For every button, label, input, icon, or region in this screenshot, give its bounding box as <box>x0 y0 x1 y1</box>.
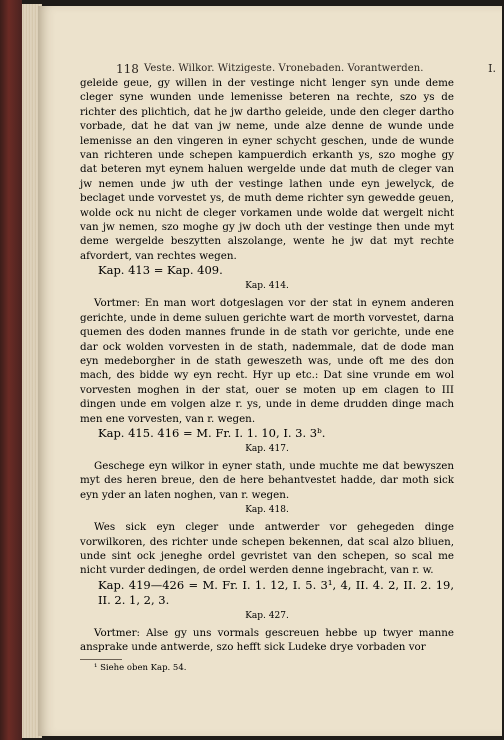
paragraph-continued: geleide geue, gy willen in der vestinge nicht lenger syn unde deme cleger syne wunden unde lemenisse beteren na rechte, szo ys de richter des plichtich, dat he jw dartho geleide, unde den cleger dartho vorbade, dat he dat van jw neme, unde alze denne de wunde unde lemenisse an den vingeren in eyner schycht geschen, unde de wunde van richteren unde schepen kampuerdich erkanth ys, szo moghe gy dat beteren myt eynem haluen wergelde unde dat muth de cleger van jw nemen unde jw uth der vestinge lathen unde eyn jewelyck, de beclaget unde vorvestet ys, de muth deme richter syn gewedde geuen, wolde ock nu nicht de cleger vorkamen unde wolde dat wergelt nicht van jw nemen, szo moghe gy jw doch uth der vestinge then unde myt deme wergelde beszytten alszolange, wente he jw dat myt rechte afvordert, van rechtes wegen. <box>80 77 454 262</box>
page-number: 118 <box>116 62 139 76</box>
chapter-heading-417: Kap. 417. <box>245 443 289 454</box>
paragraph-kap-418: Wes sick eyn cleger unde antwerder vor gehegeden dinge vorwilkoren, des richter unde schepen bekennen, dat scal alzo bliuen, unde sint ock jeneghe ordel gevristet van den schepen, so scal me nicht vurder dedingen, de ordel werden denne ingebracht, van r. w. <box>80 521 454 577</box>
chapter-heading-418: Kap. 418. <box>245 505 289 516</box>
paragraph-kap-417: Geschege eyn wilkor in eyner stath, unde muchte me dat bewyszen myt des heren breue, den de here behantvestet hadde, dar moth sick eyn yder an laten noghen, van r. wegen. <box>80 459 454 501</box>
book-cover-edge <box>0 0 22 740</box>
paragraph-kap-414: Vortmer: En man wort dotgeslagen vor der stat in eynem anderen gerichte, unde in deme suluen gerichte wart de morth vorvestet, darna quemen des doden mannes frunde in de stath vor gerichte, unde ene dar ock wolden vorvesten in de stath, nademmale, dat de dode man eyn medeborgher in de stath geweszeth was, unde oft me des don mach, des bidde wy eyn recht. Hyr up etc.: Dat sine vrunde em wol vorvesten moghen in der stat, ouer se moten up em clagen to III dingen unde em volgen alze r. ys, unde in deme drudden dinge mach men ene vorvesten, van r. wegen. <box>80 297 454 425</box>
cross-reference: Kap. 419—426 = M. Fr. I. 1. 12, I. 5. 3¹, 4, II. 4. 2, II. 2. 19, II. 2. 1, 2, 3. <box>98 577 454 607</box>
cross-reference: Kap. 413 = Kap. 409. <box>98 263 223 278</box>
page-body <box>80 76 454 674</box>
footnote-divider <box>80 659 122 660</box>
chapter-heading-414: Kap. 414. <box>245 281 289 292</box>
cross-reference: Kap. 415. 416 = M. Fr. I. 1. 10, I. 3. 3ᵇ. <box>98 425 326 440</box>
section-number: I. <box>488 62 496 75</box>
paragraph-kap-427: Vortmer: Alse gy uns vormals gescreuen hebbe up twyer manne ansprake unde antwerde, szo hefft sick Ludeke drye vorbaden vor <box>80 626 454 654</box>
chapter-heading-427: Kap. 427. <box>245 610 289 621</box>
running-title: Veste. Wilkor. Witzigeste. Vronebaden. Vorantwerden. <box>144 63 424 74</box>
footnote: ¹ Siehe oben Kap. 54. <box>94 662 187 673</box>
